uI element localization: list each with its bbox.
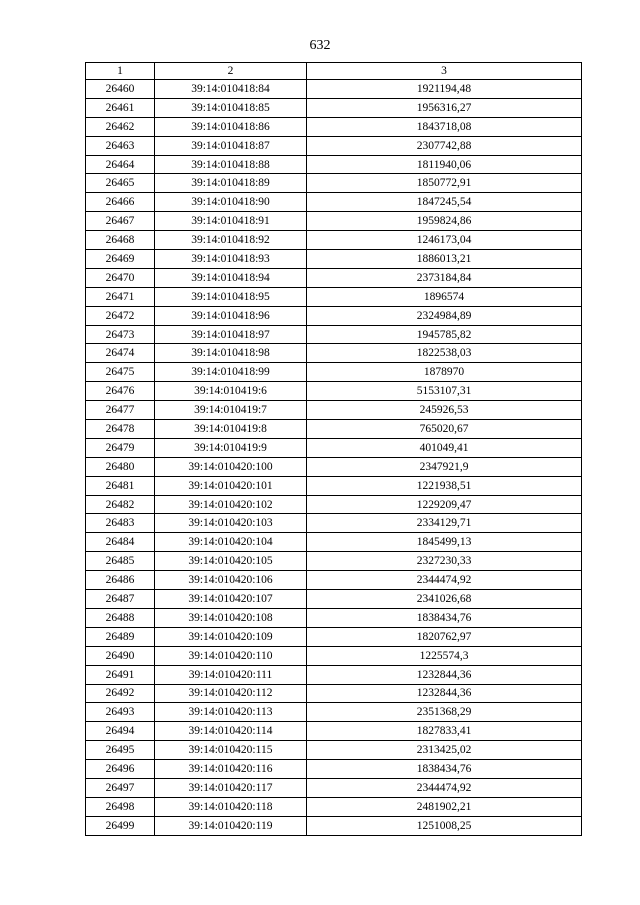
table-row [86, 457, 582, 476]
value-cell: 2341026,68 [307, 590, 582, 609]
row-number-cell: 26481 [86, 476, 155, 495]
header-row [86, 63, 582, 80]
table-row [86, 155, 582, 174]
table-row [86, 136, 582, 155]
row-number-cell: 26473 [86, 325, 155, 344]
row-number-cell: 26461 [86, 98, 155, 117]
data-table [85, 62, 582, 836]
cadastral-number-cell: 39:14:010418:84 [155, 80, 307, 99]
table-row [86, 306, 582, 325]
value-cell: 1221938,51 [307, 476, 582, 495]
table-row [86, 684, 582, 703]
row-number-cell: 26490 [86, 646, 155, 665]
table-row [86, 816, 582, 835]
table-row [86, 571, 582, 590]
cadastral-number-cell: 39:14:010419:8 [155, 420, 307, 439]
row-number-cell: 26486 [86, 571, 155, 590]
cadastral-number-cell: 39:14:010420:116 [155, 760, 307, 779]
value-cell: 1845499,13 [307, 533, 582, 552]
cadastral-number-cell: 39:14:010420:110 [155, 646, 307, 665]
table-row [86, 287, 582, 306]
row-number-cell: 26491 [86, 665, 155, 684]
cadastral-number-cell: 39:14:010418:95 [155, 287, 307, 306]
row-number-cell: 26476 [86, 382, 155, 401]
table-row [86, 268, 582, 287]
table-row [86, 722, 582, 741]
row-number-cell: 26471 [86, 287, 155, 306]
table-row [86, 760, 582, 779]
table-row [86, 495, 582, 514]
table-row [86, 438, 582, 457]
value-cell: 1822538,03 [307, 344, 582, 363]
row-number-cell: 26477 [86, 401, 155, 420]
value-cell: 2347921,9 [307, 457, 582, 476]
table-row [86, 231, 582, 250]
row-number-cell: 26470 [86, 268, 155, 287]
value-cell: 1246173,04 [307, 231, 582, 250]
table-row [86, 363, 582, 382]
value-cell: 1847245,54 [307, 193, 582, 212]
table-row [86, 401, 582, 420]
value-cell: 1878970 [307, 363, 582, 382]
table-row [86, 344, 582, 363]
cadastral-number-cell: 39:14:010420:109 [155, 627, 307, 646]
row-number-cell: 26466 [86, 193, 155, 212]
table-row [86, 382, 582, 401]
cadastral-number-cell: 39:14:010419:9 [155, 438, 307, 457]
table-row [86, 552, 582, 571]
column-header-1: 1 [86, 63, 155, 80]
cadastral-number-cell: 39:14:010418:93 [155, 250, 307, 269]
cadastral-number-cell: 39:14:010420:102 [155, 495, 307, 514]
table-row [86, 703, 582, 722]
row-number-cell: 26474 [86, 344, 155, 363]
table-row [86, 193, 582, 212]
row-number-cell: 26479 [86, 438, 155, 457]
row-number-cell: 26489 [86, 627, 155, 646]
page-number: 632 [309, 38, 331, 53]
cadastral-number-cell: 39:14:010418:87 [155, 136, 307, 155]
value-cell: 1843718,08 [307, 117, 582, 136]
value-cell: 1959824,86 [307, 212, 582, 231]
table-row [86, 250, 582, 269]
row-number-cell: 26465 [86, 174, 155, 193]
row-number-cell: 26499 [86, 816, 155, 835]
value-cell: 1229209,47 [307, 495, 582, 514]
row-number-cell: 26460 [86, 80, 155, 99]
value-cell: 1820762,97 [307, 627, 582, 646]
table-row [86, 174, 582, 193]
table-row [86, 741, 582, 760]
cadastral-number-cell: 39:14:010420:101 [155, 476, 307, 495]
row-number-cell: 26475 [86, 363, 155, 382]
table-row [86, 212, 582, 231]
value-cell: 401049,41 [307, 438, 582, 457]
cadastral-number-cell: 39:14:010420:100 [155, 457, 307, 476]
value-cell: 1827833,41 [307, 722, 582, 741]
value-cell: 2324984,89 [307, 306, 582, 325]
row-number-cell: 26492 [86, 684, 155, 703]
value-cell: 1811940,06 [307, 155, 582, 174]
cadastral-number-cell: 39:14:010420:103 [155, 514, 307, 533]
value-cell: 1886013,21 [307, 250, 582, 269]
value-cell: 1232844,36 [307, 665, 582, 684]
row-number-cell: 26467 [86, 212, 155, 231]
cadastral-number-cell: 39:14:010418:94 [155, 268, 307, 287]
cadastral-number-cell: 39:14:010420:113 [155, 703, 307, 722]
value-cell: 1838434,76 [307, 608, 582, 627]
table-row [86, 778, 582, 797]
row-number-cell: 26495 [86, 741, 155, 760]
value-cell: 1225574,3 [307, 646, 582, 665]
table-row [86, 646, 582, 665]
column-header-2: 2 [155, 63, 307, 80]
cadastral-number-cell: 39:14:010420:111 [155, 665, 307, 684]
row-number-cell: 26488 [86, 608, 155, 627]
value-cell: 2351368,29 [307, 703, 582, 722]
cadastral-number-cell: 39:14:010420:117 [155, 778, 307, 797]
value-cell: 1850772,91 [307, 174, 582, 193]
row-number-cell: 26463 [86, 136, 155, 155]
value-cell: 2334129,71 [307, 514, 582, 533]
table-row [86, 608, 582, 627]
cadastral-number-cell: 39:14:010418:97 [155, 325, 307, 344]
cadastral-number-cell: 39:14:010420:108 [155, 608, 307, 627]
table-body [86, 80, 582, 836]
cadastral-number-cell: 39:14:010420:104 [155, 533, 307, 552]
table-row [86, 627, 582, 646]
row-number-cell: 26487 [86, 590, 155, 609]
cadastral-number-cell: 39:14:010420:115 [155, 741, 307, 760]
value-cell: 1945785,82 [307, 325, 582, 344]
row-number-cell: 26498 [86, 797, 155, 816]
value-cell: 2327230,33 [307, 552, 582, 571]
table-row [86, 420, 582, 439]
cadastral-number-cell: 39:14:010418:89 [155, 174, 307, 193]
table-header [86, 63, 582, 80]
cadastral-number-cell: 39:14:010420:114 [155, 722, 307, 741]
cadastral-number-cell: 39:14:010418:88 [155, 155, 307, 174]
cadastral-number-cell: 39:14:010418:92 [155, 231, 307, 250]
cadastral-number-cell: 39:14:010420:119 [155, 816, 307, 835]
row-number-cell: 26493 [86, 703, 155, 722]
value-cell: 1251008,25 [307, 816, 582, 835]
value-cell: 2313425,02 [307, 741, 582, 760]
cadastral-number-cell: 39:14:010418:99 [155, 363, 307, 382]
table-row [86, 98, 582, 117]
row-number-cell: 26485 [86, 552, 155, 571]
row-number-cell: 26478 [86, 420, 155, 439]
cadastral-number-cell: 39:14:010418:90 [155, 193, 307, 212]
row-number-cell: 26496 [86, 760, 155, 779]
row-number-cell: 26462 [86, 117, 155, 136]
value-cell: 5153107,31 [307, 382, 582, 401]
table-row [86, 533, 582, 552]
value-cell: 245926,53 [307, 401, 582, 420]
value-cell: 2344474,92 [307, 778, 582, 797]
row-number-cell: 26472 [86, 306, 155, 325]
cadastral-number-cell: 39:14:010418:85 [155, 98, 307, 117]
cadastral-number-cell: 39:14:010419:7 [155, 401, 307, 420]
row-number-cell: 26480 [86, 457, 155, 476]
row-number-cell: 26483 [86, 514, 155, 533]
value-cell: 2373184,84 [307, 268, 582, 287]
cadastral-number-cell: 39:14:010418:91 [155, 212, 307, 231]
table-row [86, 80, 582, 99]
row-number-cell: 26484 [86, 533, 155, 552]
cadastral-number-cell: 39:14:010420:107 [155, 590, 307, 609]
cadastral-number-cell: 39:14:010418:98 [155, 344, 307, 363]
row-number-cell: 26494 [86, 722, 155, 741]
table-row [86, 325, 582, 344]
row-number-cell: 26469 [86, 250, 155, 269]
cadastral-number-cell: 39:14:010420:106 [155, 571, 307, 590]
value-cell: 1232844,36 [307, 684, 582, 703]
value-cell: 2307742,88 [307, 136, 582, 155]
table-row [86, 590, 582, 609]
row-number-cell: 26464 [86, 155, 155, 174]
value-cell: 2481902,21 [307, 797, 582, 816]
value-cell: 1956316,27 [307, 98, 582, 117]
value-cell: 2344474,92 [307, 571, 582, 590]
cadastral-number-cell: 39:14:010420:105 [155, 552, 307, 571]
cadastral-number-cell: 39:14:010420:112 [155, 684, 307, 703]
value-cell: 1838434,76 [307, 760, 582, 779]
row-number-cell: 26497 [86, 778, 155, 797]
cadastral-number-cell: 39:14:010418:96 [155, 306, 307, 325]
cadastral-number-cell: 39:14:010419:6 [155, 382, 307, 401]
row-number-cell: 26482 [86, 495, 155, 514]
column-header-3: 3 [307, 63, 582, 80]
table-row [86, 797, 582, 816]
table-row [86, 514, 582, 533]
value-cell: 765020,67 [307, 420, 582, 439]
table-row [86, 476, 582, 495]
cadastral-number-cell: 39:14:010418:86 [155, 117, 307, 136]
value-cell: 1921194,48 [307, 80, 582, 99]
value-cell: 1896574 [307, 287, 582, 306]
table-row [86, 665, 582, 684]
table-row [86, 117, 582, 136]
cadastral-number-cell: 39:14:010420:118 [155, 797, 307, 816]
row-number-cell: 26468 [86, 231, 155, 250]
